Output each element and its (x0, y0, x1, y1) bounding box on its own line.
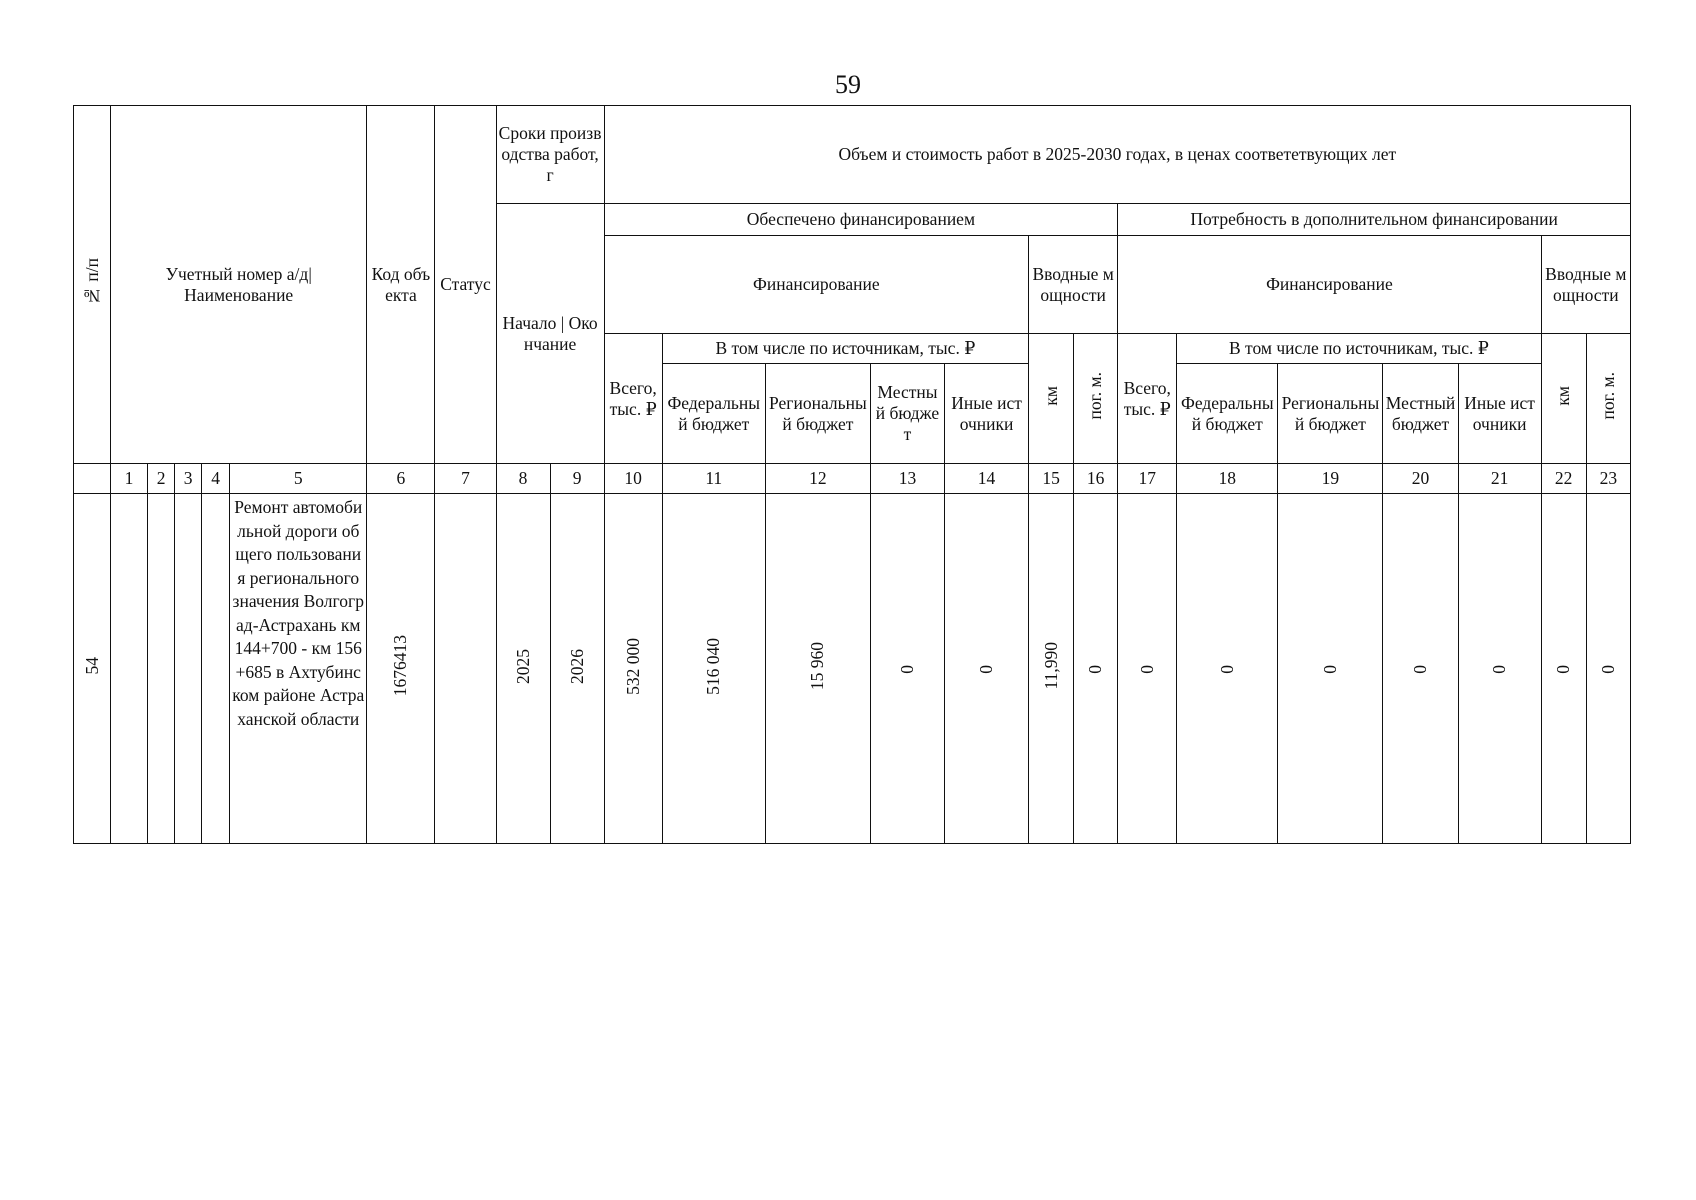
header-other-secured: Иные источники (945, 364, 1029, 464)
column-number: 3 (175, 464, 202, 494)
column-number: 19 (1278, 464, 1383, 494)
header-capacity-need: Вводные мощности (1541, 236, 1630, 334)
column-number: 21 (1458, 464, 1541, 494)
column-number: 23 (1586, 464, 1630, 494)
header-local-secured: Местный бюджет (870, 364, 944, 464)
header-pogm-secured: пог. м. (1074, 334, 1118, 464)
header-by-sources-secured: В том числе по источникам, тыс. ₽ (662, 334, 1028, 364)
header-federal-need: Федеральный бюджет (1177, 364, 1278, 464)
column-number: 20 (1383, 464, 1458, 494)
column-number: 15 (1029, 464, 1074, 494)
header-object-code: Код объекта (367, 106, 435, 464)
column-number: 10 (604, 464, 662, 494)
column-number: 13 (870, 464, 944, 494)
row-local: 0 (870, 494, 944, 844)
header-secured: Обеспечено финансированием (604, 204, 1118, 236)
header-capacity-secured: Вводные мощности (1029, 236, 1118, 334)
row-col-3 (175, 494, 202, 844)
row-need-local: 0 (1383, 494, 1458, 844)
row-name: Ремонт автомобильной дороги общего пользования регионального значения Волгоград-Астрахань км 144+700 - км 156+685 в Ахтубинском районе Астраханской области (230, 494, 367, 844)
table-row (74, 494, 1631, 844)
row-code: 1676413 (367, 494, 435, 844)
header-total-need: Всего, тыс. ₽ (1118, 334, 1177, 464)
column-number: 11 (662, 464, 765, 494)
row-start: 2025 (496, 494, 550, 844)
row-total: 532 000 (604, 494, 662, 844)
header-other-need: Иные источники (1458, 364, 1541, 464)
header-km-need: км (1541, 334, 1586, 464)
column-number: 8 (496, 464, 550, 494)
row-pogm: 0 (1074, 494, 1118, 844)
column-number: 6 (367, 464, 435, 494)
header-km-secured: км (1029, 334, 1074, 464)
header-need: Потребность в дополнительном финансировании (1118, 204, 1631, 236)
header-account-name: Учетный номер а/д| Наименование (111, 106, 367, 464)
header-regional-need: Региональный бюджет (1278, 364, 1383, 464)
row-need-regional: 0 (1278, 494, 1383, 844)
header-pogm-need: пог. м. (1586, 334, 1630, 464)
header-local-need: Местный бюджет (1383, 364, 1458, 464)
row-federal: 516 040 (662, 494, 765, 844)
row-other: 0 (945, 494, 1029, 844)
column-number-row (74, 464, 1631, 494)
column-number: 1 (111, 464, 148, 494)
header-status: Статус (435, 106, 496, 464)
row-need-federal: 0 (1177, 494, 1278, 844)
row-need-pogm: 0 (1586, 494, 1630, 844)
row-need-other: 0 (1458, 494, 1541, 844)
column-number: 2 (148, 464, 175, 494)
header-financing-secured: Финансирование (604, 236, 1028, 334)
header-num: № п/п (74, 106, 111, 464)
column-number: 7 (435, 464, 496, 494)
row-regional: 15 960 (765, 494, 870, 844)
header-by-sources-need: В том числе по источникам, тыс. ₽ (1177, 334, 1541, 364)
header-financing-need: Финансирование (1118, 236, 1541, 334)
row-need-total: 0 (1118, 494, 1177, 844)
column-number: 9 (550, 464, 604, 494)
row-status (435, 494, 496, 844)
column-number: 16 (1074, 464, 1118, 494)
column-number: 12 (765, 464, 870, 494)
column-number: 4 (202, 464, 230, 494)
row-col-2 (148, 494, 175, 844)
column-number: 14 (945, 464, 1029, 494)
row-end: 2026 (550, 494, 604, 844)
column-number: 22 (1541, 464, 1586, 494)
header-federal-secured: Федеральный бюджет (662, 364, 765, 464)
header-volume: Объем и стоимость работ в 2025-2030 годах, в ценах соответетвующих лет (604, 106, 1630, 204)
investment-table (73, 105, 1631, 844)
row-km: 11,990 (1029, 494, 1074, 844)
header-terms: Сроки производства работ, г (496, 106, 604, 204)
row-need-km: 0 (1541, 494, 1586, 844)
column-number-blank (74, 464, 111, 494)
column-number: 5 (230, 464, 367, 494)
header-total-secured: Всего, тыс. ₽ (604, 334, 662, 464)
header-regional-secured: Региональный бюджет (765, 364, 870, 464)
column-number: 17 (1118, 464, 1177, 494)
page-number: 59 (835, 70, 861, 99)
row-col-1 (111, 494, 148, 844)
header-start-end: Начало | Окончание (496, 204, 604, 464)
column-number: 18 (1177, 464, 1278, 494)
row-num: 54 (74, 494, 111, 844)
row-col-4 (202, 494, 230, 844)
